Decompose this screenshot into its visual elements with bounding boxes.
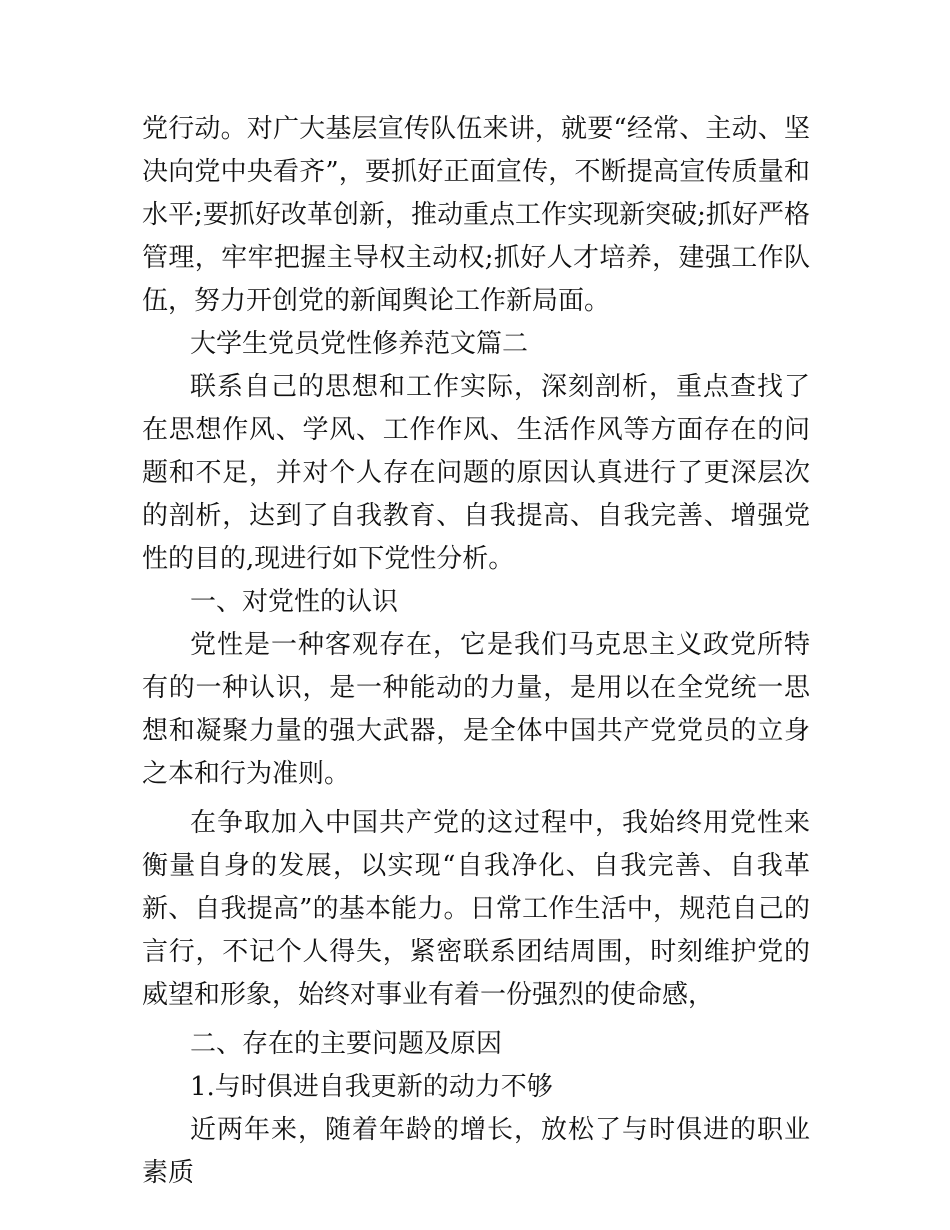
paragraph-joining-party: 在争取加入中国共产党的这过程中，我始终用党性来衡量自身的发展，以实现“自我净化、自我完善、自我革新、自我提高”的基本能力。日常工作生活中，规范自己的言行，不记个人得失，紧密联系团结周围，时刻维护党的威望和形象，始终对事业有着一份强烈的使命感， xyxy=(142,808,810,1010)
paragraph-continuation: 党行动。对广大基层宣传队伍来讲，就要“经常、主动、坚决向党中央看齐”，要抓好正面宣传，不断提高宣传质量和水平;要抓好改革创新，推动重点工作实现新突破;抓好严格管理，牢牢把握主导权主动权;抓好人才培养，建强工作队伍，努力开创党的新闻舆论工作新局面。 xyxy=(142,114,810,316)
subheading-problem-1: 1.与时俱进自我更新的动力不够 xyxy=(190,1072,553,1102)
paragraph-party-spirit: 党性是一种客观存在，它是我们马克思主义政党所特有的一种认识，是一种能动的力量，是用以在全党统一思想和凝聚力量的强大武器，是全体中国共产党党员的立身之本和行为准则。 xyxy=(142,630,810,789)
section-title: 大学生党员党性修养范文篇二 xyxy=(190,329,529,359)
paragraph-intro: 联系自己的思想和工作实际，深刻剖析，重点查找了在思想作风、学风、工作作风、生活作风等方面存在的问题和不足，并对个人存在问题的原因认真进行了更深层次的剖析，达到了自我教育、自我提高、自我完善、增强党性的目的,现进行如下党性分析。 xyxy=(142,372,810,574)
heading-party-spirit-understanding: 一、对党性的认识 xyxy=(190,587,399,617)
paragraph-problem-1: 近两年来，随着年龄的增长，放松了与时俱进的职业素质 xyxy=(142,1115,810,1188)
document-body xyxy=(142,108,810,1195)
heading-main-problems: 二、存在的主要问题及原因 xyxy=(190,1029,503,1059)
